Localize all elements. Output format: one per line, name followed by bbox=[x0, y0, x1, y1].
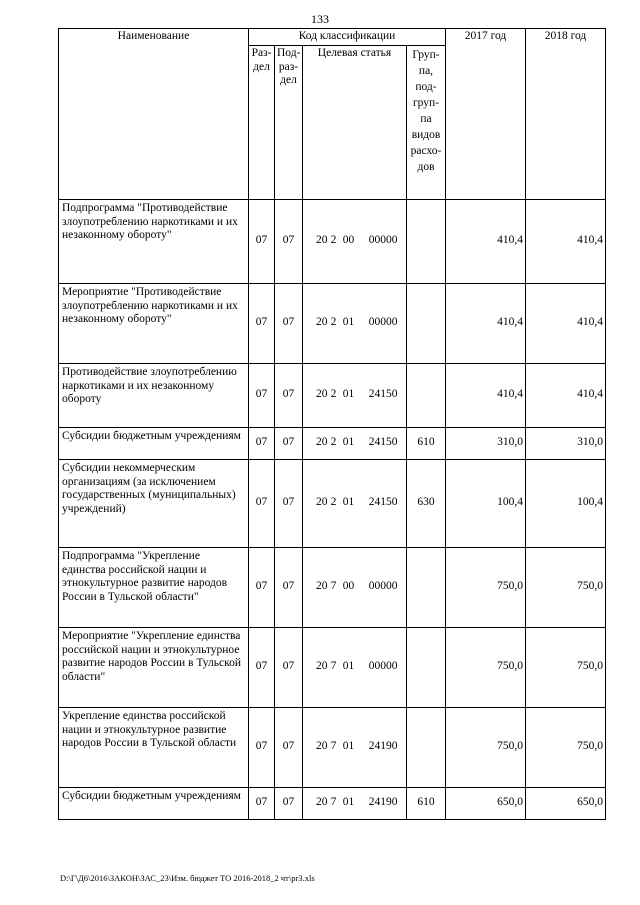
header-expense-group: Груп- па, под- груп- па видов расхо- дов bbox=[407, 45, 446, 199]
target-article-event: 00 bbox=[342, 580, 355, 593]
row-expense-group bbox=[407, 547, 446, 627]
header-code-group: Код классификации bbox=[249, 29, 446, 46]
target-article-program: 20 bbox=[316, 740, 328, 753]
table-row bbox=[59, 363, 606, 427]
target-article-subprogram: 2 bbox=[330, 388, 337, 401]
row-name: Мероприятие "Противодействие злоупотреблению наркотиками и их незаконному обороту" bbox=[59, 283, 249, 363]
table-body bbox=[59, 199, 606, 819]
row-expense-group bbox=[407, 283, 446, 363]
target-article-direction: 00000 bbox=[368, 580, 398, 593]
target-article-program: 20 bbox=[316, 388, 328, 401]
row-amount-2018: 310,0 bbox=[526, 427, 606, 459]
target-article-direction: 24190 bbox=[368, 740, 398, 753]
target-article-direction: 24150 bbox=[368, 436, 398, 449]
target-article-event: 01 bbox=[342, 660, 355, 673]
table-row bbox=[59, 459, 606, 547]
table-row bbox=[59, 787, 606, 819]
target-article-subprogram: 2 bbox=[330, 496, 337, 509]
target-article-direction: 00000 bbox=[368, 660, 398, 673]
target-article-event: 01 bbox=[342, 388, 355, 401]
header-section: Раз- дел bbox=[249, 45, 275, 199]
row-amount-2018: 650,0 bbox=[526, 787, 606, 819]
row-expense-group bbox=[407, 707, 446, 787]
target-article-direction: 24190 bbox=[368, 796, 398, 809]
row-amount-2017: 650,0 bbox=[446, 787, 526, 819]
row-name: Укрепление единства российской нации и этнокультурное развитие народов России в Тульской области bbox=[59, 707, 249, 787]
row-target-article bbox=[303, 459, 407, 547]
target-article-subprogram: 7 bbox=[330, 740, 337, 753]
header-row-top bbox=[59, 29, 606, 46]
target-article-subprogram: 7 bbox=[330, 580, 337, 593]
row-amount-2017: 750,0 bbox=[446, 547, 526, 627]
header-year-2018: 2018 год bbox=[526, 29, 606, 200]
target-article-program: 20 bbox=[316, 234, 328, 247]
row-amount-2018: 410,4 bbox=[526, 363, 606, 427]
target-article-direction: 00000 bbox=[368, 316, 398, 329]
row-expense-group bbox=[407, 199, 446, 283]
header-name: Наименование bbox=[59, 29, 249, 200]
row-name: Субсидии бюджетным учреждениям bbox=[59, 787, 249, 819]
row-name: Мероприятие "Укрепление единства российской нации и этнокультурное развитие народов России в Тульской области" bbox=[59, 627, 249, 707]
row-section: 07 bbox=[249, 459, 275, 547]
row-amount-2018: 410,4 bbox=[526, 199, 606, 283]
table-row bbox=[59, 627, 606, 707]
target-article-direction: 00000 bbox=[368, 234, 398, 247]
target-article-direction: 24150 bbox=[368, 496, 398, 509]
row-target-article bbox=[303, 427, 407, 459]
row-amount-2017: 750,0 bbox=[446, 707, 526, 787]
row-amount-2017: 750,0 bbox=[446, 627, 526, 707]
row-expense-group: 610 bbox=[407, 427, 446, 459]
row-name: Субсидии некоммерческим организациям (за исключением государственных (муниципальных) учреждений) bbox=[59, 459, 249, 547]
row-amount-2017: 100,4 bbox=[446, 459, 526, 547]
row-target-article bbox=[303, 787, 407, 819]
row-target-article bbox=[303, 707, 407, 787]
row-amount-2018: 410,4 bbox=[526, 283, 606, 363]
row-amount-2018: 750,0 bbox=[526, 627, 606, 707]
row-subsection: 07 bbox=[275, 283, 303, 363]
row-section: 07 bbox=[249, 707, 275, 787]
row-section: 07 bbox=[249, 283, 275, 363]
row-section: 07 bbox=[249, 427, 275, 459]
table-row bbox=[59, 199, 606, 283]
target-article-program: 20 bbox=[316, 580, 328, 593]
row-section: 07 bbox=[249, 199, 275, 283]
target-article-event: 01 bbox=[342, 316, 355, 329]
table-row bbox=[59, 427, 606, 459]
row-target-article bbox=[303, 283, 407, 363]
header-subsection: Под- раз- дел bbox=[275, 45, 303, 199]
row-amount-2018: 750,0 bbox=[526, 707, 606, 787]
row-name: Субсидии бюджетным учреждениям bbox=[59, 427, 249, 459]
row-amount-2017: 410,4 bbox=[446, 363, 526, 427]
row-section: 07 bbox=[249, 363, 275, 427]
row-expense-group bbox=[407, 627, 446, 707]
row-amount-2018: 750,0 bbox=[526, 547, 606, 627]
table-row bbox=[59, 707, 606, 787]
page-number: 133 bbox=[311, 12, 329, 26]
row-name: Противодействие злоупотреблению наркотиками и их незаконному обороту bbox=[59, 363, 249, 427]
target-article-subprogram: 2 bbox=[330, 316, 337, 329]
row-subsection: 07 bbox=[275, 627, 303, 707]
row-section: 07 bbox=[249, 547, 275, 627]
target-article-subprogram: 2 bbox=[330, 436, 337, 449]
target-article-event: 01 bbox=[342, 796, 355, 809]
target-article-program: 20 bbox=[316, 496, 328, 509]
header-year-2017: 2017 год bbox=[446, 29, 526, 200]
row-section: 07 bbox=[249, 787, 275, 819]
row-target-article bbox=[303, 627, 407, 707]
row-target-article bbox=[303, 199, 407, 283]
row-subsection: 07 bbox=[275, 363, 303, 427]
target-article-subprogram: 7 bbox=[330, 796, 337, 809]
row-subsection: 07 bbox=[275, 707, 303, 787]
row-amount-2017: 310,0 bbox=[446, 427, 526, 459]
row-name: Подпрограмма "Укрепление единства российской нации и этнокультурное развитие народов России в Тульской области" bbox=[59, 547, 249, 627]
table-row bbox=[59, 283, 606, 363]
row-subsection: 07 bbox=[275, 459, 303, 547]
row-amount-2017: 410,4 bbox=[446, 199, 526, 283]
row-target-article bbox=[303, 363, 407, 427]
target-article-program: 20 bbox=[316, 316, 328, 329]
row-subsection: 07 bbox=[275, 787, 303, 819]
target-article-subprogram: 2 bbox=[330, 234, 337, 247]
target-article-program: 20 bbox=[316, 660, 328, 673]
header-target-article: Целевая статья bbox=[303, 45, 407, 199]
budget-table bbox=[58, 28, 606, 820]
target-article-subprogram: 7 bbox=[330, 660, 337, 673]
row-amount-2017: 410,4 bbox=[446, 283, 526, 363]
row-section: 07 bbox=[249, 627, 275, 707]
row-target-article bbox=[303, 547, 407, 627]
row-name: Подпрограмма "Противодействие злоупотреблению наркотиками и их незаконному обороту" bbox=[59, 199, 249, 283]
target-article-program: 20 bbox=[316, 436, 328, 449]
target-article-program: 20 bbox=[316, 796, 328, 809]
target-article-event: 01 bbox=[342, 496, 355, 509]
target-article-event: 00 bbox=[342, 234, 355, 247]
row-subsection: 07 bbox=[275, 547, 303, 627]
row-expense-group: 630 bbox=[407, 459, 446, 547]
target-article-event: 01 bbox=[342, 740, 355, 753]
target-article-direction: 24150 bbox=[368, 388, 398, 401]
row-subsection: 07 bbox=[275, 427, 303, 459]
row-expense-group bbox=[407, 363, 446, 427]
footer-file-path: D:\Г\Д6\2016\ЗАКОН\ЗАС_23\Изм. бюджет ТО 2016-2018_2 чт\pr3.xls bbox=[60, 873, 315, 883]
table-row bbox=[59, 547, 606, 627]
row-expense-group: 610 bbox=[407, 787, 446, 819]
target-article-event: 01 bbox=[342, 436, 355, 449]
row-subsection: 07 bbox=[275, 199, 303, 283]
row-amount-2018: 100,4 bbox=[526, 459, 606, 547]
